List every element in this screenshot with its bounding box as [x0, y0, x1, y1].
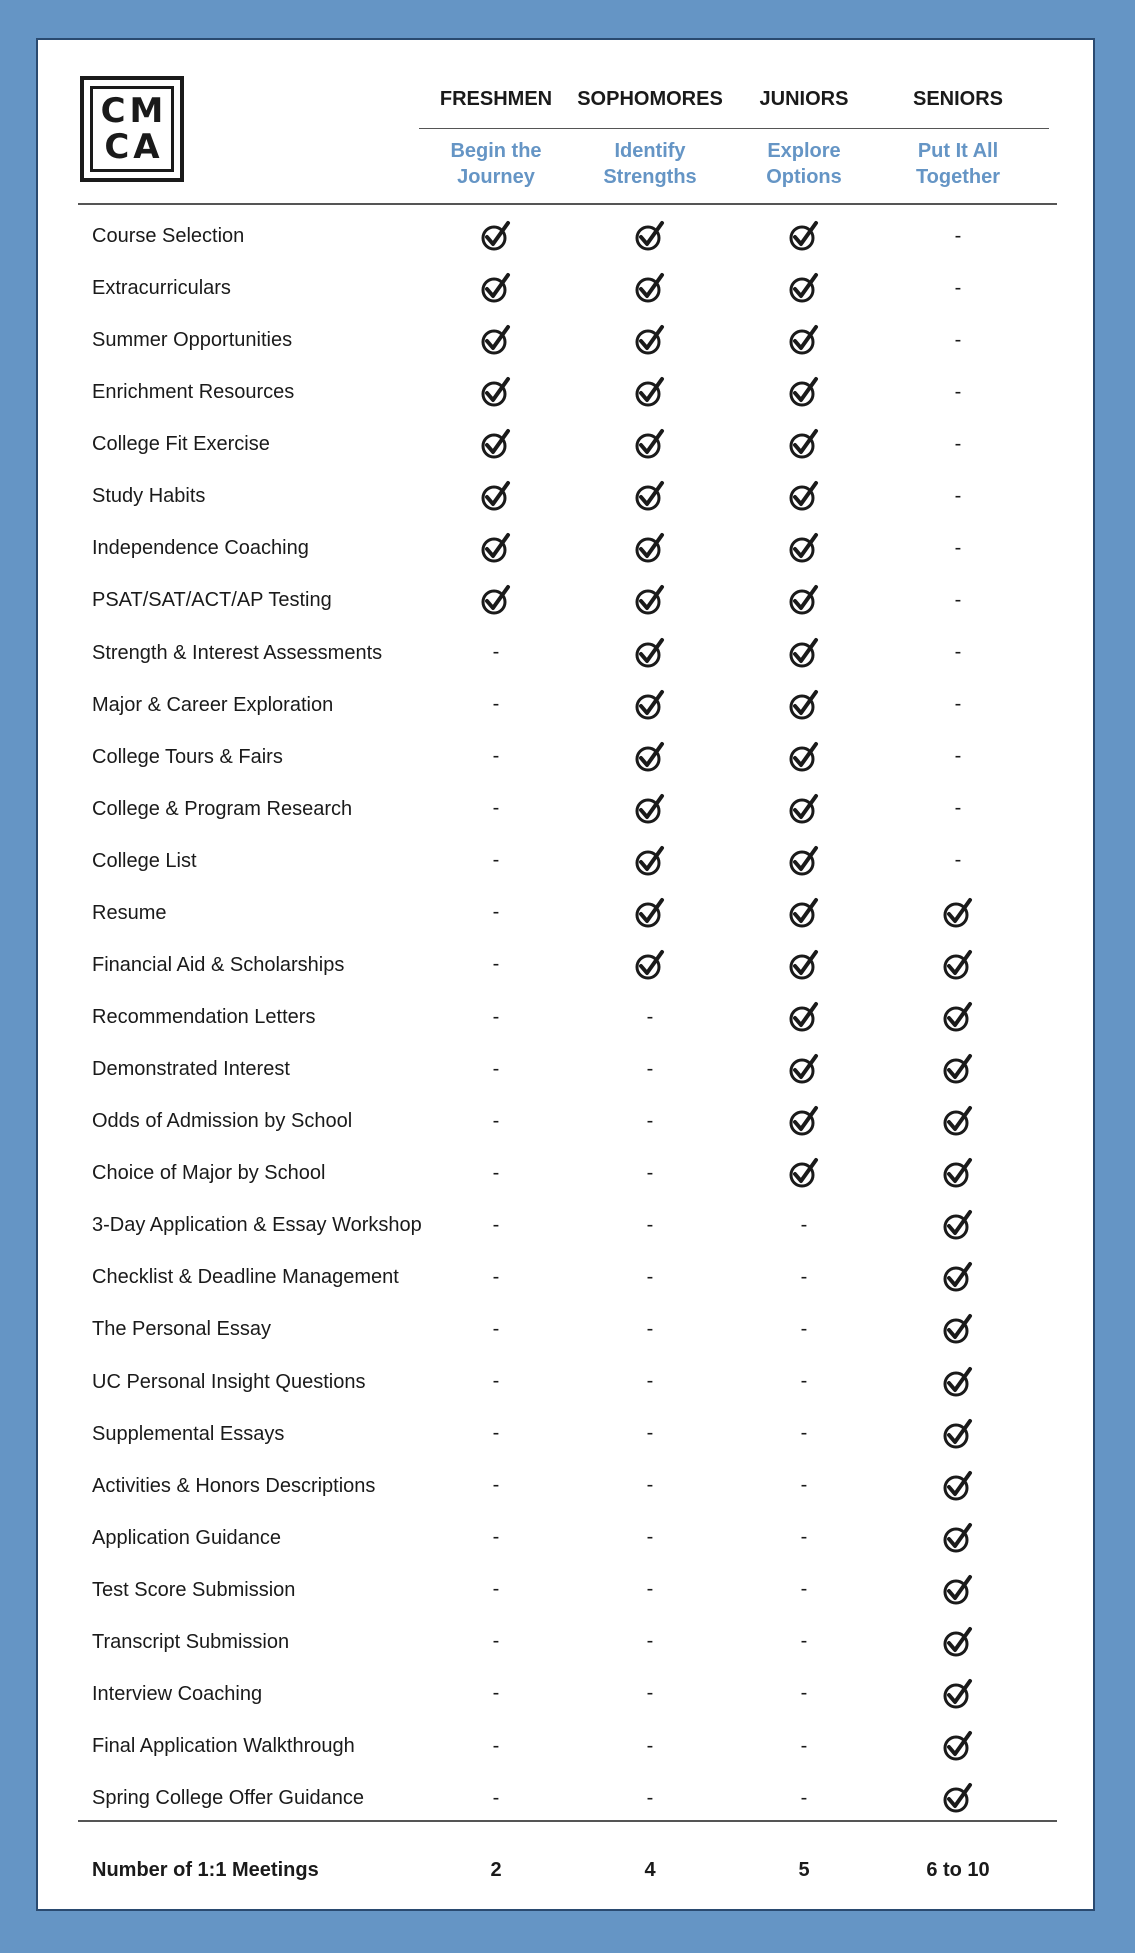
check-circle-icon [573, 835, 727, 887]
row-label: College List [92, 849, 197, 872]
check-circle-icon [419, 314, 573, 366]
not-included-dash: - [646, 1005, 654, 1028]
check-circle-icon [573, 574, 727, 626]
check-circle-icon [881, 887, 1035, 939]
not-included-dash: - [800, 1317, 808, 1340]
check-circle-icon [419, 470, 573, 522]
not-included-dash: - [492, 1161, 500, 1184]
not-included-dash: - [492, 1682, 500, 1705]
not-included-dash: - [492, 1213, 500, 1236]
column-subtitle-sophomores [573, 138, 727, 190]
table-row [38, 522, 1093, 574]
row-label: Resume [92, 901, 167, 924]
meetings-count-sophomores: 4 [644, 1859, 656, 1881]
table-row [38, 262, 1093, 314]
not-included-dash: - [954, 641, 962, 664]
row-label: Financial Aid & Scholarships [92, 953, 345, 976]
table-row [38, 1095, 1093, 1147]
column-subtitle-juniors [727, 138, 881, 190]
column-subtitle-seniors [881, 138, 1035, 190]
not-included-dash: - [646, 1682, 654, 1705]
check-circle-icon [727, 1147, 881, 1199]
column-header-sophomores: SOPHOMORES [577, 88, 723, 110]
check-circle-icon [573, 783, 727, 835]
header-divider [419, 128, 1049, 129]
table-row [38, 1303, 1093, 1355]
row-label: Odds of Admission by School [92, 1110, 353, 1133]
subtitle-line: Strengths [603, 166, 697, 188]
check-circle-icon [881, 1147, 1035, 1199]
cmca-logo [80, 76, 184, 182]
table-row [38, 1408, 1093, 1460]
check-circle-icon [881, 1251, 1035, 1303]
check-circle-icon [881, 1512, 1035, 1564]
subtitle-line: Together [915, 166, 1001, 188]
table-row [38, 314, 1093, 366]
row-label: Checklist & Deadline Management [92, 1266, 399, 1289]
check-circle-icon [573, 470, 727, 522]
row-label: Study Habits [92, 485, 206, 508]
subtitle-line: Options [766, 166, 842, 188]
not-included-dash: - [954, 432, 962, 455]
check-circle-icon [419, 366, 573, 418]
not-included-dash: - [646, 1422, 654, 1445]
check-circle-icon [881, 1772, 1035, 1824]
not-included-dash: - [646, 1057, 654, 1080]
check-circle-icon [727, 470, 881, 522]
row-label: Independence Coaching [92, 537, 309, 560]
not-included-dash: - [800, 1786, 808, 1809]
not-included-dash: - [954, 276, 962, 299]
row-label: 3-Day Application & Essay Workshop [92, 1214, 422, 1237]
check-circle-icon [727, 731, 881, 783]
check-circle-icon [727, 210, 881, 262]
not-included-dash: - [646, 1265, 654, 1288]
not-included-dash: - [492, 1005, 500, 1028]
not-included-dash: - [492, 849, 500, 872]
not-included-dash: - [492, 1265, 500, 1288]
subtitle-line: Identify [614, 140, 686, 162]
check-circle-icon [727, 262, 881, 314]
subtitle-line: Put It All [917, 140, 999, 162]
check-circle-icon [727, 627, 881, 679]
not-included-dash: - [646, 1630, 654, 1653]
check-circle-icon [727, 418, 881, 470]
table-header-divider [78, 203, 1057, 205]
check-circle-icon [881, 1564, 1035, 1616]
not-included-dash: - [954, 380, 962, 403]
not-included-dash: - [800, 1370, 808, 1393]
check-circle-icon [573, 366, 727, 418]
row-label: Activities & Honors Descriptions [92, 1474, 376, 1497]
row-label: Application Guidance [92, 1526, 282, 1549]
row-label: The Personal Essay [92, 1318, 271, 1341]
subtitle-line: Begin the [450, 140, 542, 162]
table-row [38, 1356, 1093, 1408]
not-included-dash: - [800, 1734, 808, 1757]
table-row [38, 783, 1093, 835]
check-circle-icon [727, 1043, 881, 1095]
not-included-dash: - [646, 1370, 654, 1393]
table-row [38, 1512, 1093, 1564]
meetings-label: Number of 1:1 Meetings [92, 1859, 319, 1881]
table-row [38, 1043, 1093, 1095]
not-included-dash: - [954, 224, 962, 247]
not-included-dash: - [492, 1526, 500, 1549]
check-circle-icon [573, 627, 727, 679]
row-label: Summer Opportunities [92, 329, 293, 352]
table-row [38, 1199, 1093, 1251]
check-circle-icon [727, 522, 881, 574]
table-row [38, 366, 1093, 418]
row-label: Interview Coaching [92, 1682, 263, 1705]
not-included-dash: - [492, 953, 500, 976]
not-included-dash: - [492, 693, 500, 716]
check-circle-icon [573, 522, 727, 574]
logo-text-line-1: CM [100, 91, 168, 131]
meetings-count-juniors: 5 [798, 1859, 810, 1881]
column-header-juniors: JUNIORS [759, 88, 849, 110]
meetings-count-seniors: 6 to 10 [926, 1859, 990, 1881]
table-row [38, 1720, 1093, 1772]
check-circle-icon [419, 262, 573, 314]
not-included-dash: - [646, 1786, 654, 1809]
check-circle-icon [727, 783, 881, 835]
table-row [38, 627, 1093, 679]
check-circle-icon [573, 418, 727, 470]
row-label: Final Application Walkthrough [92, 1735, 355, 1758]
check-circle-icon [881, 1199, 1035, 1251]
check-circle-icon [419, 210, 573, 262]
table-row [38, 939, 1093, 991]
not-included-dash: - [800, 1474, 808, 1497]
not-included-dash: - [492, 901, 500, 924]
row-label: College Fit Exercise [92, 433, 270, 456]
subtitle-line: Explore [767, 140, 841, 162]
check-circle-icon [573, 210, 727, 262]
row-label: Spring College Offer Guidance [92, 1787, 365, 1810]
not-included-dash: - [492, 1109, 500, 1132]
check-circle-icon [727, 366, 881, 418]
check-circle-icon [573, 731, 727, 783]
not-included-dash: - [492, 1370, 500, 1393]
row-label: College & Program Research [92, 797, 353, 820]
check-circle-icon [573, 939, 727, 991]
check-circle-icon [881, 1720, 1035, 1772]
table-row [38, 1460, 1093, 1512]
row-label: Recommendation Letters [92, 1006, 316, 1029]
check-circle-icon [573, 887, 727, 939]
check-circle-icon [573, 262, 727, 314]
row-label: Extracurriculars [92, 277, 231, 300]
logo-text-line-2: CA [104, 127, 164, 167]
not-included-dash: - [646, 1109, 654, 1132]
not-included-dash: - [954, 484, 962, 507]
column-subtitle-freshmen [419, 138, 573, 190]
table-row [38, 731, 1093, 783]
check-circle-icon [881, 1668, 1035, 1720]
check-circle-icon [727, 679, 881, 731]
not-included-dash: - [954, 849, 962, 872]
row-label: Transcript Submission [92, 1630, 290, 1653]
not-included-dash: - [492, 1422, 500, 1445]
not-included-dash: - [492, 1474, 500, 1497]
not-included-dash: - [954, 536, 962, 559]
check-circle-icon [881, 1303, 1035, 1355]
table-row [38, 1147, 1093, 1199]
subtitle-line: Journey [457, 166, 535, 188]
table-row [38, 887, 1093, 939]
check-circle-icon [727, 314, 881, 366]
not-included-dash: - [954, 693, 962, 716]
row-label: Test Score Submission [92, 1578, 296, 1601]
not-included-dash: - [954, 797, 962, 820]
not-included-dash: - [492, 797, 500, 820]
check-circle-icon [727, 991, 881, 1043]
not-included-dash: - [800, 1630, 808, 1653]
not-included-dash: - [646, 1317, 654, 1340]
table-row [38, 1564, 1093, 1616]
check-circle-icon [573, 679, 727, 731]
row-label: Major & Career Exploration [92, 693, 334, 716]
not-included-dash: - [800, 1682, 808, 1705]
not-included-dash: - [492, 1630, 500, 1653]
not-included-dash: - [492, 745, 500, 768]
meetings-row [38, 1852, 1093, 1888]
not-included-dash: - [800, 1213, 808, 1236]
row-label: Course Selection [92, 225, 245, 247]
not-included-dash: - [492, 1734, 500, 1757]
check-circle-icon [881, 1043, 1035, 1095]
check-circle-icon [727, 887, 881, 939]
not-included-dash: - [800, 1422, 808, 1445]
check-circle-icon [419, 418, 573, 470]
not-included-dash: - [646, 1161, 654, 1184]
not-included-dash: - [800, 1526, 808, 1549]
table-row [38, 835, 1093, 887]
row-label: Strength & Interest Assessments [92, 641, 383, 664]
not-included-dash: - [646, 1734, 654, 1757]
row-label: PSAT/SAT/ACT/AP Testing [92, 589, 332, 612]
row-label: Enrichment Resources [92, 381, 295, 404]
not-included-dash: - [492, 1786, 500, 1809]
check-circle-icon [881, 1408, 1035, 1460]
check-circle-icon [727, 835, 881, 887]
logo-inner-frame [90, 86, 174, 172]
table-row [38, 418, 1093, 470]
not-included-dash: - [646, 1213, 654, 1236]
check-circle-icon [573, 314, 727, 366]
table-row [38, 1251, 1093, 1303]
not-included-dash: - [492, 1057, 500, 1080]
row-label: UC Personal Insight Questions [92, 1370, 366, 1393]
not-included-dash: - [954, 588, 962, 611]
not-included-dash: - [646, 1578, 654, 1601]
check-circle-icon [727, 939, 881, 991]
check-circle-icon [419, 522, 573, 574]
table-row [38, 679, 1093, 731]
comparison-card [36, 38, 1095, 1911]
not-included-dash: - [800, 1578, 808, 1601]
check-circle-icon [881, 1616, 1035, 1668]
not-included-dash: - [646, 1526, 654, 1549]
row-label: Supplemental Essays [92, 1422, 285, 1445]
column-header-seniors: SENIORS [912, 88, 1004, 110]
not-included-dash: - [492, 1578, 500, 1601]
not-included-dash: - [646, 1474, 654, 1497]
table-row [38, 991, 1093, 1043]
check-circle-icon [727, 574, 881, 626]
row-label: Demonstrated Interest [92, 1058, 290, 1081]
not-included-dash: - [954, 745, 962, 768]
column-header-freshmen: FRESHMEN [439, 88, 553, 110]
check-circle-icon [881, 1356, 1035, 1408]
check-circle-icon [881, 991, 1035, 1043]
table-row [38, 470, 1093, 522]
not-included-dash: - [954, 328, 962, 351]
not-included-dash: - [492, 641, 500, 664]
table-row [38, 1616, 1093, 1668]
check-circle-icon [881, 1095, 1035, 1147]
not-included-dash: - [800, 1265, 808, 1288]
check-circle-icon [727, 1095, 881, 1147]
meetings-count-freshmen: 2 [490, 1859, 502, 1881]
not-included-dash: - [492, 1317, 500, 1340]
table-row [38, 210, 1093, 262]
check-circle-icon [881, 1460, 1035, 1512]
table-row [38, 574, 1093, 626]
check-circle-icon [419, 574, 573, 626]
table-footer-divider [78, 1820, 1057, 1822]
table-row [38, 1772, 1093, 1824]
table-row [38, 1668, 1093, 1720]
row-label: College Tours & Fairs [92, 745, 283, 768]
row-label: Choice of Major by School [92, 1162, 326, 1185]
check-circle-icon [881, 939, 1035, 991]
